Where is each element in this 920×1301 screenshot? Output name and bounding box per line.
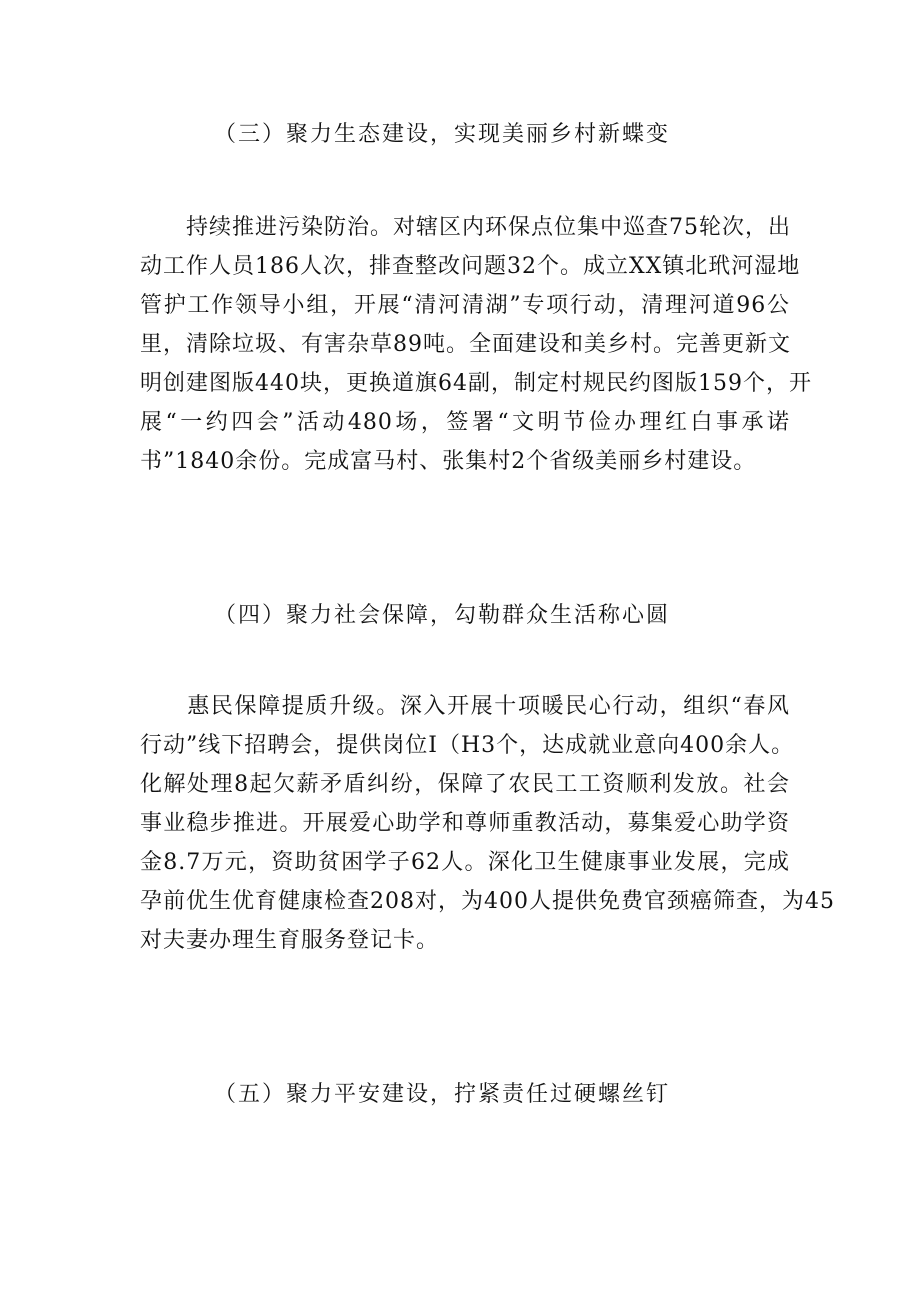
paragraph-line: 里，清除垃圾、有害杂草89吨。全面建设和美乡村。完善更新文 <box>140 332 791 357</box>
section-heading-5: （五）聚力平安建设，拧紧责任过硬螺丝钉 <box>214 1082 671 1107</box>
paragraph-line: 动工作人员186人次，排查整改问题32个。成立XX镇北玳河湿地 <box>140 254 801 279</box>
paragraph-line: 事业稳步推进。开展爱心助学和尊师重教活动，募集爱心助学资 <box>140 811 790 836</box>
paragraph-line: 化解处理8起欠薪矛盾纠纷，保障了农民工工资顺利发放。社会 <box>140 772 790 797</box>
paragraph-line: 展“一约四会”活动480场，签署“文明节俭办理红白事承诺 <box>140 410 790 435</box>
section-paragraph-4 <box>140 687 835 960</box>
paragraph-line: 行动”线下招聘会，提供岗位I（H3个，达成就业意向400余人。 <box>140 733 795 758</box>
paragraph-line: 对夫妻办理生育服务登记卡。 <box>140 928 440 953</box>
section-heading-3: （三）聚力生态建设，实现美丽乡村新蝶变 <box>214 122 671 147</box>
section-paragraph-3 <box>140 208 812 481</box>
paragraph-line: 书”1840余份。完成富马村、张集村2个省级美丽乡村建设。 <box>140 449 757 474</box>
paragraph-line: 金8.7万元，资助贫困学子62人。深化卫生健康事业发展，完成 <box>140 850 790 875</box>
paragraph-line: 孕前优生优育健康检查208对，为400人提供免费官颈癌筛查，为45 <box>140 889 835 914</box>
section-heading-4: （四）聚力社会保障，勾勒群众生活称心圆 <box>214 603 671 628</box>
paragraph-line: 明创建图版440块，更换道旗64副，制定村规民约图版159个，开 <box>140 371 812 396</box>
paragraph-line: 惠民保障提质升级。深入开展十项暖民心行动，组织“春风 <box>140 694 790 719</box>
paragraph-line: 持续推进污染防治。对辖区内环保点位集中巡查75轮次，出 <box>140 215 791 240</box>
paragraph-line: 管护工作领导小组，开展“清河清湖”专项行动，清理河道96公 <box>140 293 790 318</box>
